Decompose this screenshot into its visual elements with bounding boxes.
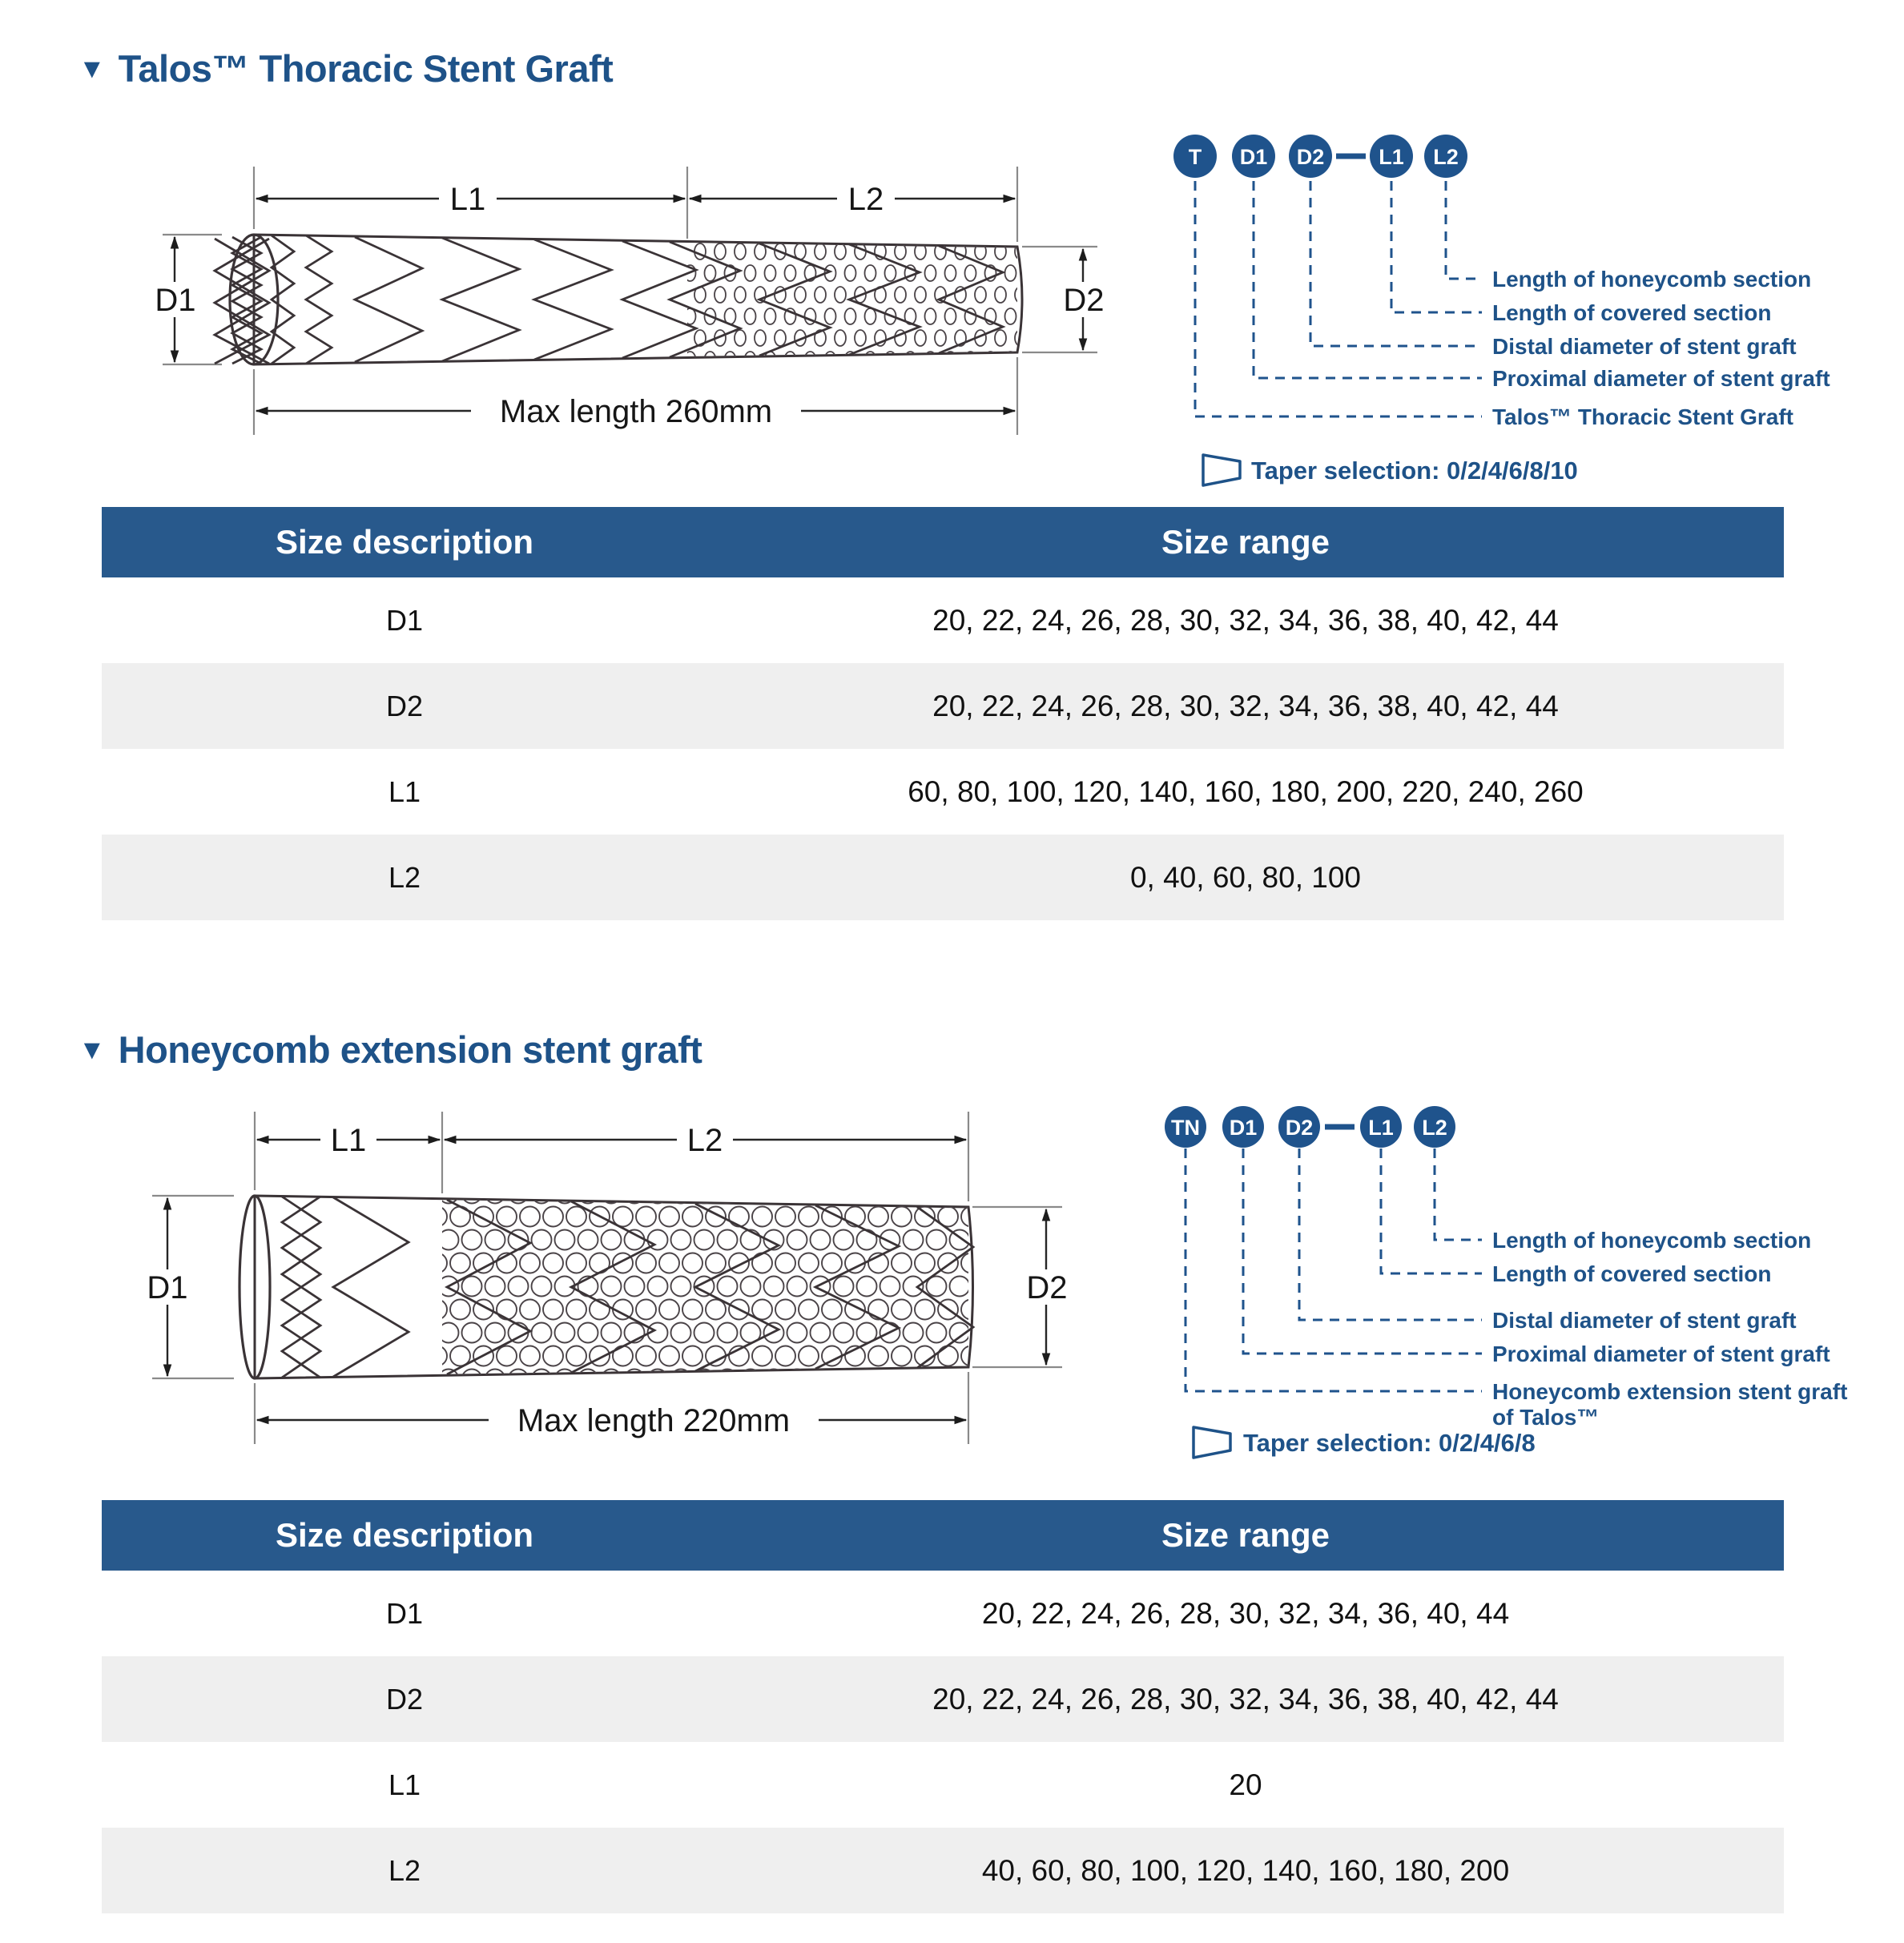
- table-row: [102, 1742, 1784, 1828]
- max-length-label: Max length 220mm: [517, 1403, 791, 1438]
- table-row: [102, 835, 1784, 920]
- size-range-cell: 60, 80, 100, 120, 140, 160, 180, 200, 220, 240, 260: [908, 774, 1584, 808]
- size-range-cell: 20, 22, 24, 26, 28, 30, 32, 34, 36, 38, 40, 42, 44: [932, 603, 1559, 637]
- code-badges: [1173, 135, 1467, 178]
- size-description-cell: L1: [388, 1768, 421, 1801]
- size-description-cell: L2: [388, 860, 421, 894]
- table-header-row: [102, 1500, 1784, 1571]
- size-description-cell: D1: [385, 603, 424, 637]
- triangle-bullet-icon: ▼: [78, 1034, 106, 1065]
- size-range-cell: 20, 22, 24, 26, 28, 30, 32, 34, 36, 40, 44: [981, 1596, 1510, 1630]
- code-badge-l1: L1: [1379, 145, 1404, 169]
- l2-label: L2: [686, 1123, 723, 1158]
- l1-label: L1: [449, 182, 486, 217]
- d1-label: D1: [155, 283, 196, 318]
- size-range-header: Size range: [1161, 523, 1330, 561]
- size-range-header: Size range: [1161, 1516, 1330, 1554]
- section-title-text: Talos™ Thoracic Stent Graft: [118, 47, 614, 90]
- label-product-name: Talos™ Thoracic Stent Graft: [1492, 404, 1793, 429]
- d2-label: D2: [1063, 283, 1105, 318]
- l1-label: L1: [330, 1123, 367, 1158]
- scheme-labels: [1492, 267, 1830, 429]
- size-description-cell: D1: [385, 1596, 424, 1630]
- code-badges: [1165, 1106, 1455, 1148]
- table-header-row: [102, 507, 1784, 577]
- table-row: [102, 1571, 1784, 1656]
- size-description-cell: D2: [385, 1682, 424, 1716]
- label-distal-diameter: Distal diameter of stent graft: [1492, 334, 1797, 359]
- taper-selection-text: Taper selection: 0/2/4/6/8: [1243, 1429, 1536, 1457]
- honeycomb-section: [442, 1199, 968, 1375]
- code-badge-tn: TN: [1171, 1116, 1200, 1140]
- table-row: [102, 663, 1784, 749]
- label-product-name: Honeycomb extension stent graft: [1492, 1379, 1848, 1404]
- leader-lines: [1185, 1149, 1482, 1391]
- l2-label: L2: [847, 182, 884, 217]
- taper-icon: [1194, 1427, 1230, 1458]
- section-title-text: Honeycomb extension stent graft: [118, 1028, 702, 1071]
- stent-graft-illustration: [215, 235, 1022, 364]
- table-row: [102, 1828, 1784, 1913]
- table-row: [102, 1656, 1784, 1742]
- max-length-label: Max length 260mm: [499, 394, 773, 429]
- d2-label: D2: [1026, 1270, 1068, 1305]
- taper-note: [1194, 1427, 1536, 1458]
- code-badge-d1: D1: [1229, 1116, 1258, 1140]
- talos-stent-diagram: [112, 112, 1153, 449]
- size-range-cell: 20, 22, 24, 26, 28, 30, 32, 34, 36, 38, 40, 42, 44: [932, 689, 1559, 722]
- code-badge-t: T: [1188, 145, 1202, 169]
- label-covered-length: Length of covered section: [1492, 1261, 1772, 1286]
- scheme-labels: [1492, 1228, 1847, 1430]
- size-range-cell: 0, 40, 60, 80, 100: [1129, 860, 1361, 894]
- label-product-name-line2: of Talos™: [1492, 1405, 1600, 1430]
- stent-graft-illustration: [240, 1196, 973, 1378]
- label-honeycomb-length: Length of honeycomb section: [1492, 267, 1812, 292]
- label-distal-diameter: Distal diameter of stent graft: [1492, 1308, 1797, 1333]
- taper-selection-text: Taper selection: 0/2/4/6/8/10: [1251, 457, 1578, 485]
- size-description-header: Size description: [275, 523, 534, 561]
- table-row: [102, 577, 1784, 663]
- honeycomb-stent-diagram: [112, 1089, 1153, 1466]
- honeycomb-ordering-code-scheme: [1145, 1089, 1898, 1466]
- honeycomb-section: [687, 242, 1017, 357]
- size-description-cell: L2: [388, 1853, 421, 1887]
- talos-ordering-code-scheme: [1145, 120, 1898, 497]
- code-badge-l2: L2: [1433, 145, 1459, 169]
- code-badge-d2: D2: [1296, 145, 1325, 169]
- label-covered-length: Length of covered section: [1492, 300, 1772, 325]
- code-badge-d2: D2: [1285, 1116, 1314, 1140]
- d1-label: D1: [147, 1270, 188, 1305]
- size-range-cell: 40, 60, 80, 100, 120, 140, 160, 180, 200: [981, 1853, 1510, 1887]
- size-description-cell: D2: [385, 689, 424, 722]
- taper-icon: [1203, 455, 1240, 485]
- label-proximal-diameter: Proximal diameter of stent graft: [1492, 366, 1830, 391]
- section-title-talos: [78, 46, 613, 91]
- code-badge-l1: L1: [1368, 1116, 1394, 1140]
- talos-size-table: [102, 507, 1784, 920]
- triangle-bullet-icon: ▼: [78, 53, 106, 84]
- size-description-header: Size description: [275, 1516, 534, 1554]
- size-description-cell: L1: [388, 774, 421, 808]
- label-honeycomb-length: Length of honeycomb section: [1492, 1228, 1812, 1253]
- section-title-honeycomb: [78, 1028, 702, 1072]
- taper-note: [1203, 455, 1578, 485]
- code-badge-l2: L2: [1422, 1116, 1447, 1140]
- size-range-cell: 20, 22, 24, 26, 28, 30, 32, 34, 36, 38, 40, 42, 44: [932, 1682, 1559, 1716]
- honeycomb-size-table: [102, 1500, 1784, 1913]
- size-range-cell: 20: [1229, 1768, 1262, 1801]
- leader-lines: [1195, 181, 1482, 416]
- table-row: [102, 749, 1784, 835]
- label-proximal-diameter: Proximal diameter of stent graft: [1492, 1342, 1830, 1366]
- code-badge-d1: D1: [1239, 145, 1268, 169]
